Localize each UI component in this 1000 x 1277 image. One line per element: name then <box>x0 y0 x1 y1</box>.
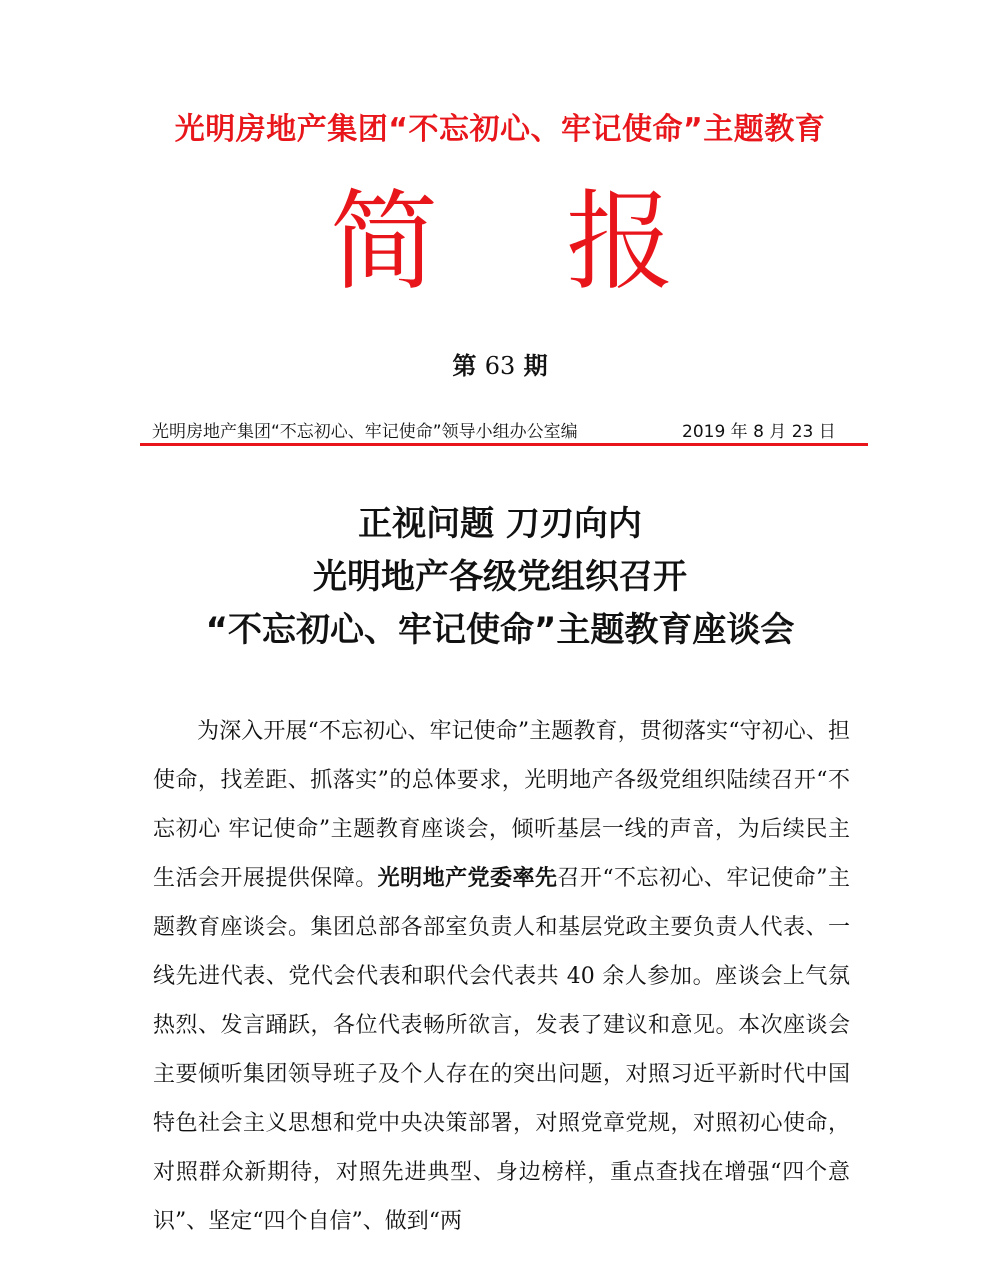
publish-date: 2019 年 8 月 23 日 <box>682 422 836 442</box>
issue-suffix: 期 <box>515 352 548 380</box>
editor-office: 光明房地产集团“不忘初心、牢记使命”领导小组办公室编 <box>152 422 578 442</box>
paragraph-text-2: 召开“不忘初心、牢记使命”主题教育座谈会。集团总部各部室负责人和基层党政主要负责人代表、一线先进代表、党代会代表和职代会代表共 40 余人参加。座谈会上气氛热烈、发言踊跃，各位代表畅所欲言，发表了建议和意见。本次座谈会主要倾听集团领导班子及个人存在的突出问题，对照习近平新时代中国特色社会主义思想和党中央决策部署，对照党章党规，对照初心使命，对照群众新期待，对照先进典型、身边榜样，重点查找在增强“四个意识”、坚定“四个自信”、做到“两 <box>153 866 850 1234</box>
issue-value: 63 <box>484 352 516 380</box>
paragraph-bold-lead: 光明地产党委率先 <box>377 866 558 891</box>
organization-title: 光明房地产集团“不忘初心、牢记使命”主题教育 <box>174 112 826 147</box>
headline-line-3: “不忘初心、牢记使命”主题教育座谈会 <box>205 610 795 650</box>
masthead <box>0 180 1000 305</box>
paragraph-text-1: 为深入开展“不忘初心、牢记使命”主题教育，贯彻落实“守初心、担使命，找差距、抓落实”的总体要求，光明地产各级党组织陆续召开“不忘初心 牢记使命”主题教育座谈会，倾听基层一线的声音，为后续民主生活会开展提供保障。 <box>153 719 850 891</box>
headline-line-1: 正视问题 刀刃向内 <box>358 504 642 544</box>
headline-line-2: 光明地产各级党组织召开 <box>313 557 687 597</box>
editor-line <box>152 417 872 442</box>
red-divider <box>140 443 868 446</box>
issue-prefix: 第 <box>452 352 485 380</box>
masthead-char-bao: 报 <box>566 180 675 305</box>
masthead-char-jian: 简 <box>330 180 439 305</box>
issue-number <box>0 346 1000 381</box>
article-headline <box>0 498 1000 657</box>
article-paragraph <box>153 707 850 1246</box>
